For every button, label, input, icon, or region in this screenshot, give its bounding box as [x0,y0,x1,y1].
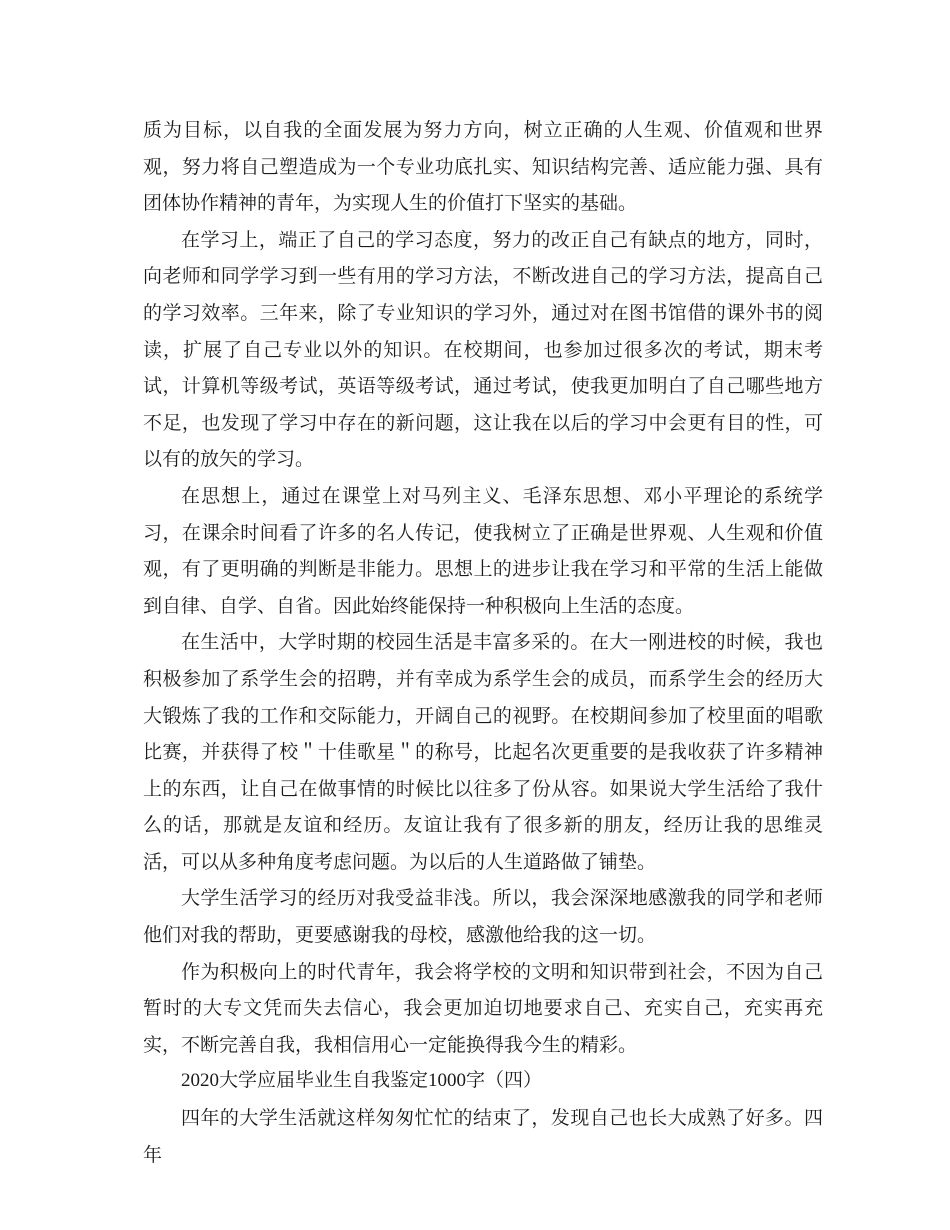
paragraph-study: 在学习上，端正了自己的学习态度，努力的改正自己有缺点的地方，同时，向老师和同学学习到一些有用的学习方法，不断改进自己的学习方法，提高自己的学习效率。三年来，除了专业知识的学习外，通过对在图书馆借的课外书的阅读，扩展了自己专业以外的知识。在校期间，也参加过很多次的考试，期末考试，计算机等级考试，英语等级考试，通过考试，使我更加明白了自己哪些地方不足，也发现了学习中存在的新问题，这让我在以后的学习中会更有目的性，可以有的放矢的学习。 [143,228,823,471]
paragraph-four-years: 四年的大学生活就这样匆匆忙忙的结束了，发现自己也长大成熟了好多。四年 [143,1107,823,1166]
paragraph-gratitude: 大学生活学习的经历对我受益非浅。所以，我会深深地感激我的同学和老师他们对我的帮助，更要感谢我的母校，感激他给我的这一切。 [143,887,823,947]
document-body [143,112,823,1173]
paragraph-continuation: 质为目标，以自我的全面发展为努力方向，树立正确的人生观、价值观和世界观，努力将自己塑造成为一个专业功底扎实、知识结构完善、适应能力强、具有团体协作精神的青年，为实现人生的价值打下坚实的基础。 [143,119,823,215]
section-heading: 2020大学应届毕业生自我鉴定1000字（四） [181,1070,543,1092]
paragraph-thought: 在思想上，通过在课堂上对马列主义、毛泽东思想、邓小平理论的系统学习，在课余时间看了许多的名人传记，使我树立了正确是世界观、人生观和价值观，有了更明确的判断是非能力。思想上的进步让我在学习和平常的生活上能做到自律、自学、自省。因此始终能保持一种积极向上生活的态度。 [143,484,823,617]
paragraph-future: 作为积极向上的时代青年，我会将学校的文明和知识带到社会，不因为自己暂时的大专文凭而失去信心，我会更加迫切地要求自己、充实自己，充实再充实，不断完善自我，我相信用心一定能换得我今生的精彩。 [143,960,823,1056]
paragraph-life: 在生活中，大学时期的校园生活是丰富多采的。在大一刚进校的时候，我也积极参加了系学生会的招聘，并有幸成为系学生会的成员，而系学生会的经历大大锻炼了我的工作和交际能力，开阔自己的视野。在校期间参加了校里面的唱歌比赛，并获得了校＂十佳歌星＂的称号，比起名次更重要的是我收获了许多精神上的东西，让自己在做事情的时候比以往多了份从容。如果说大学生活给了我什么的话，那就是友谊和经历。友谊让我有了很多新的朋友，经历让我的思维灵活，可以从多种角度考虑问题。为以后的人生道路做了铺垫。 [143,631,823,873]
